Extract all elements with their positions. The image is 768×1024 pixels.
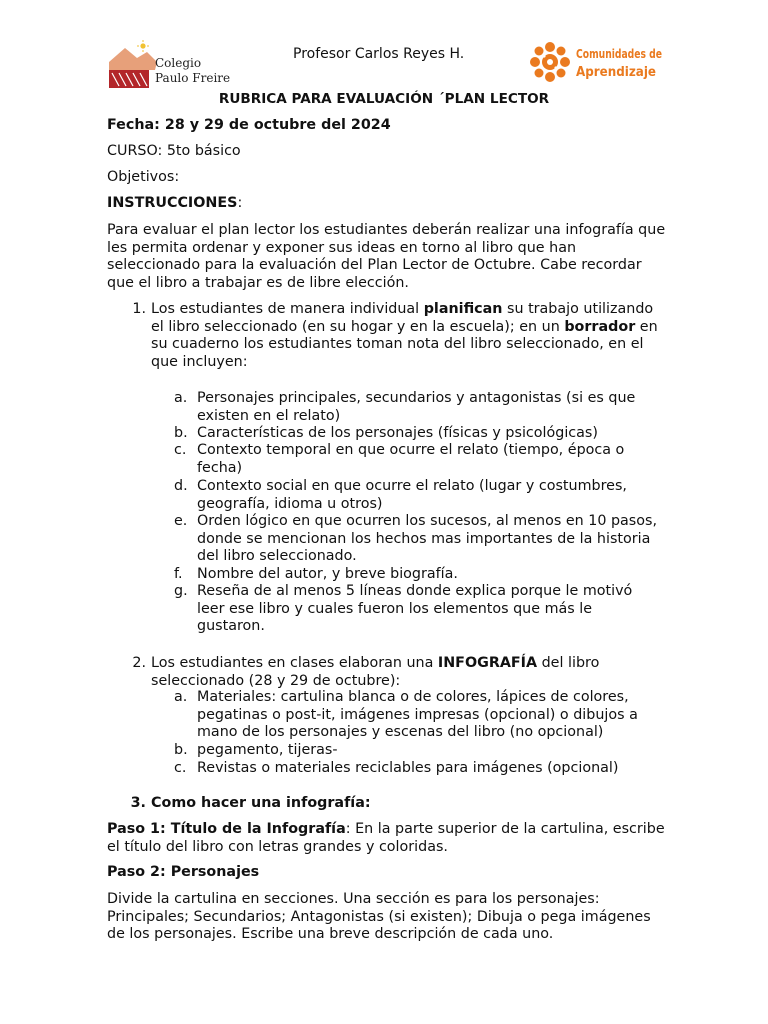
item2-sub-a-letter: a.: [174, 689, 188, 705]
paso2-heading: Paso 2: Personajes: [107, 864, 260, 880]
curso-line: CURSO: 5to básico: [107, 143, 241, 159]
instrucciones-label: INSTRUCCIONES: [107, 195, 238, 211]
item1-text-a: Los estudiantes de manera individual: [151, 301, 424, 317]
paso1-text: : En la parte superior de la cartulina, escribe el título del libro con letras grandes y coloridas.: [107, 821, 665, 855]
logo-line2: Paulo Freire: [155, 71, 231, 85]
logo-line1: Colegio: [155, 56, 202, 70]
comunidades-aprendizaje-logo: [525, 38, 665, 88]
item2-text-b: del libro seleccionado (28 y 29 de octubre):: [151, 655, 600, 689]
item2-number: 2.: [132, 655, 146, 671]
objetivos-line: Objetivos:: [107, 169, 180, 185]
fecha-line: Fecha: 28 y 29 de octubre del 2024: [107, 117, 391, 133]
item2-bold-infografia: INFOGRAFÍA: [437, 655, 538, 671]
item3-heading: Como hacer una infografía:: [151, 795, 371, 811]
logo-right-line2: Aprendizaje: [576, 65, 657, 80]
paso1-label: Paso 1: Título de la Infografía: [107, 821, 346, 837]
logo-mountain-shape: [109, 48, 157, 70]
sub-b-text: Características de los personajes (físicas y psicológicas): [197, 425, 598, 441]
sub-d-text: Contexto social en que ocurre el relato (lugar y costumbres, geografía, idioma u otros): [197, 478, 627, 512]
paso1-paragraph: [107, 821, 667, 856]
intro-paragraph: Para evaluar el plan lector los estudiantes deberán realizar una infografía que les permita ordenar y exponer sus ideas en torno al libro que han seleccionado para la evaluación del Plan Lector de Octubre. Cabe recordar que el libro a trabajar es de libre elección.: [107, 222, 666, 291]
item2-sub-a-text: Materiales: cartulina blanca o de colores, lápices de colores, pegatinas o post-it, imágenes impresas (opcional) o dibujos a mano de los personajes y escenas del libro (no opcional): [197, 689, 638, 740]
sub-g-text: Reseña de al menos 5 líneas donde explica porque le motivó leer ese libro y cuales fueron los elementos que más le gustaron.: [197, 583, 633, 634]
instrucciones-colon: :: [237, 195, 243, 211]
paso2-paragraph: Divide la cartulina en secciones. Una sección es para los personajes: Principales; Secundarios; Antagonistas (si existen); Dibuja o pega imágenes de los personajes. Escribe una breve descripción de cada uno.: [107, 891, 651, 942]
sub-f-text: Nombre del autor, y breve biografía.: [197, 566, 458, 582]
sub-c-letter: c.: [174, 442, 187, 458]
item2-sub-c-text: Revistas o materiales reciclables para imágenes (opcional): [197, 760, 619, 776]
item2-text-a: Los estudiantes en clases elaboran una: [151, 655, 438, 671]
item2-sub-b-letter: b.: [174, 742, 188, 758]
sub-a-text: Personajes principales, secundarios y antagonistas (si es que existen en el relato): [197, 390, 636, 424]
colegio-logo-graphic: [107, 40, 239, 90]
item1-text-c: en su cuaderno los estudiantes toman nota del libro seleccionado, en el que incluyen:: [151, 318, 658, 370]
item1-bold-borrador: borrador: [564, 318, 636, 335]
colegio-paulo-freire-logo: [107, 40, 239, 90]
sub-e-text: Orden lógico en que ocurren los sucesos, al menos en 10 pasos, donde se mencionan los hechos mas importantes de la historia del libro seleccionado.: [197, 513, 657, 564]
sub-e-letter: e.: [174, 513, 188, 529]
item2-sub-b-text: pegamento, tijeras-: [197, 742, 338, 758]
logo-right-line1: Comunidades de: [576, 47, 662, 61]
sub-b-letter: b.: [174, 425, 188, 441]
comunidades-logo-graphic: [525, 38, 665, 88]
item1-paragraph: [151, 301, 667, 371]
item1-bold-planifican: planifican: [423, 301, 503, 317]
sun-icon: [137, 40, 149, 52]
sub-a-letter: a.: [174, 390, 188, 406]
item1-text-b: su trabajo utilizando el libro seleccionado (en su hogar y en la escuela); en un: [151, 301, 654, 335]
flower-icon: [530, 42, 570, 82]
sub-g-letter: g.: [174, 583, 188, 599]
sub-d-letter: d.: [174, 478, 188, 494]
item2-sub-c-letter: c.: [174, 760, 187, 776]
item2-paragraph: [151, 655, 667, 690]
document-title: RUBRICA PARA EVALUACIÓN ´PLAN LECTOR: [218, 91, 550, 107]
sub-f-letter: f.: [174, 566, 183, 582]
item3-number: 3.: [130, 795, 146, 811]
instrucciones-heading: [107, 195, 667, 213]
sub-c-text: Contexto temporal en que ocurre el relato (tiempo, época o fecha): [197, 442, 625, 476]
teacher-name: Profesor Carlos Reyes H.: [293, 46, 465, 62]
item1-number: 1.: [132, 301, 146, 317]
